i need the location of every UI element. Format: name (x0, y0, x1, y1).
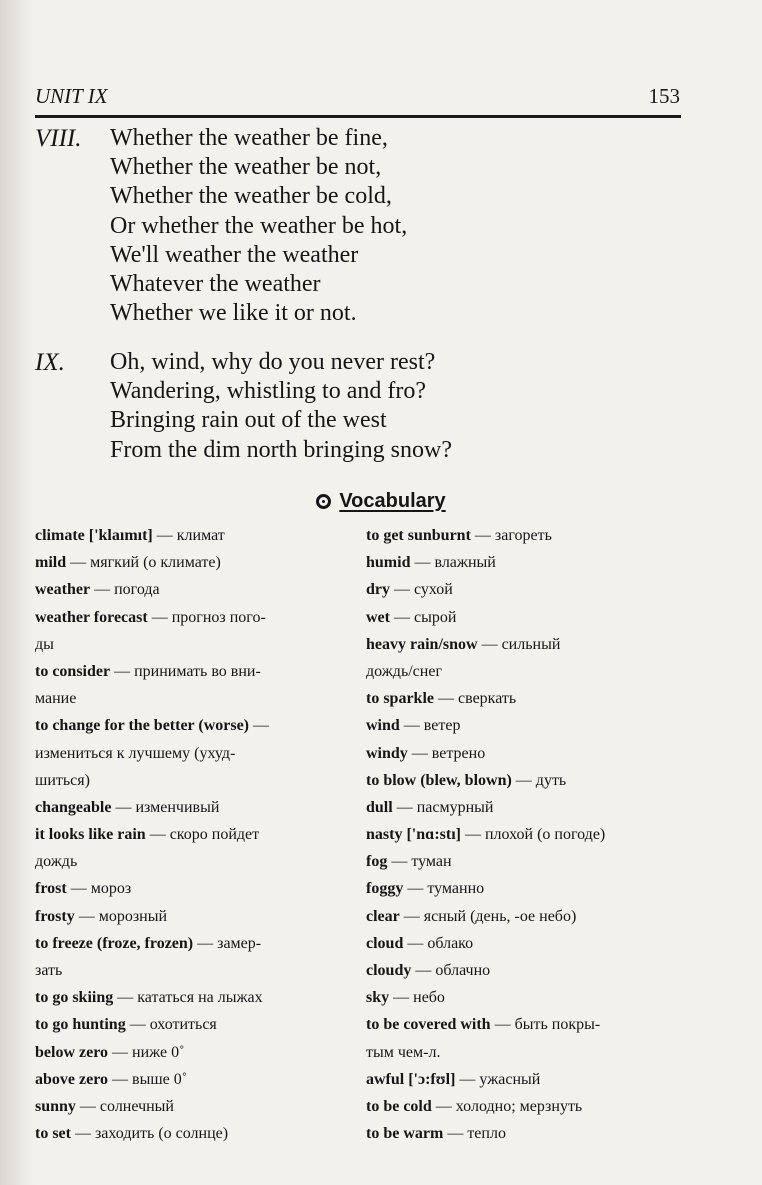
vocabulary-term: wind (366, 717, 400, 735)
vocabulary-translation: — замер- (193, 934, 262, 952)
vocabulary-translation: — быть покры- (490, 1016, 601, 1034)
vocabulary-entry (366, 767, 686, 794)
vocabulary-entry (366, 848, 686, 875)
vocabulary-term: above zero (35, 1070, 109, 1088)
poem-line: From the dim north bringing snow? (110, 436, 452, 463)
vocabulary-translation: ды (35, 635, 54, 653)
vocabulary-entry (366, 903, 686, 930)
vocabulary-translation: — ветер (399, 717, 461, 735)
vocabulary-entry (35, 1011, 357, 1038)
vocabulary-translation: — климат (152, 527, 225, 544)
vocabulary-title: Vocabulary (339, 490, 446, 512)
vocabulary-entry (366, 930, 686, 957)
poem-line: We'll weather the weather (110, 241, 359, 268)
vocabulary-term: foggy (366, 880, 404, 898)
vocabulary-entry (366, 685, 686, 712)
vocabulary-term: mild (35, 554, 67, 572)
vocabulary-entry (35, 685, 357, 712)
vocabulary-translation: — мороз (66, 880, 132, 898)
vocabulary-entry (35, 604, 357, 631)
vocabulary-term: to be covered with (366, 1016, 491, 1034)
vocabulary-entry (35, 984, 357, 1011)
vocabulary-translation: измениться к лучшему (ухуд- (35, 744, 236, 762)
vocabulary-translation: — загореть (470, 527, 552, 544)
vocabulary-translation: — охотиться (125, 1016, 217, 1034)
vocabulary-translation: мание (35, 690, 77, 708)
vocabulary-entry (35, 930, 357, 957)
vocabulary-entry (35, 767, 357, 794)
poem-numeral: VIII. (35, 125, 82, 152)
vocabulary-entry (366, 576, 686, 603)
vocabulary-translation: — изменчивый (111, 798, 220, 816)
vocabulary-entry (35, 658, 357, 685)
poem-line: Bringing rain out of the west (110, 407, 387, 434)
vocabulary-entry (366, 604, 686, 631)
vocabulary-term: frosty (35, 907, 75, 925)
vocabulary-term: to freeze (froze, frozen) (35, 934, 194, 952)
vocabulary-entry (366, 984, 686, 1011)
vocabulary-term: sky (366, 989, 390, 1007)
vocabulary-entry (35, 549, 357, 576)
vocabulary-term: frost (35, 880, 67, 898)
vocabulary-entry (366, 740, 686, 767)
vocabulary-translation: дождь (35, 853, 78, 871)
vocabulary-entry (35, 1120, 357, 1147)
vocabulary-term: windy (366, 744, 408, 762)
vocabulary-translation: шиться) (35, 771, 90, 789)
vocabulary-entry (35, 712, 357, 739)
vocabulary-column-left (35, 522, 357, 1147)
vocabulary-term: cloudy (366, 962, 412, 979)
vocabulary-entry (35, 821, 357, 848)
vocabulary-term: fog (366, 853, 388, 871)
vocabulary-entry (35, 875, 357, 902)
vocabulary-translation: — влажный (410, 554, 496, 572)
running-head (35, 84, 680, 110)
vocabulary-term: cloud (366, 934, 404, 952)
vocabulary-term: dull (366, 798, 393, 816)
header-rule (35, 115, 681, 118)
vocabulary-translation: тым чем-л. (366, 1043, 441, 1061)
vocabulary-entry (366, 1120, 686, 1147)
vocabulary-term: it looks like rain (35, 826, 146, 844)
vocabulary-term: to consider (35, 662, 111, 680)
poem-line: Whether the weather be fine, (110, 125, 388, 151)
vocabulary-translation: зать (35, 962, 63, 979)
vocabulary-translation: — (249, 717, 270, 735)
vocabulary-translation: — ужасный (455, 1070, 541, 1088)
vocabulary-translation: — мягкий (о климате) (66, 554, 221, 572)
vocabulary-term: to blow (blew, blown) (366, 771, 512, 789)
vocabulary-translation: — солнечный (75, 1097, 174, 1115)
vocabulary-translation: — небо (389, 989, 445, 1007)
vocabulary-entry (35, 631, 357, 658)
vocabulary-entry (35, 576, 357, 603)
vocabulary-term: changeable (35, 798, 112, 816)
vocabulary-entry (366, 712, 686, 739)
vocabulary-translation: — ветрено (407, 744, 486, 762)
poem-numeral: IX. (35, 349, 65, 376)
vocabulary-entry (366, 1011, 686, 1038)
vocabulary-term: clear (366, 907, 400, 925)
vocabulary-entry (35, 740, 357, 767)
vocabulary-term: to change for the better (worse) (35, 717, 250, 735)
vocabulary-translation: — заходить (о солнце) (70, 1125, 229, 1143)
page-shadow (0, 0, 34, 1185)
vocabulary-term: sunny (35, 1097, 76, 1115)
poem-line: Whether we like it or not. (110, 300, 357, 327)
vocabulary-entry (366, 658, 686, 685)
vocabulary-entry (366, 794, 686, 821)
vocabulary-term: dry (366, 581, 390, 599)
vocabulary-term: to get sunburnt (366, 527, 471, 544)
poem-line: Oh, wind, why do you never rest? (110, 349, 436, 375)
poem-line: Wandering, whistling to and fro? (110, 378, 426, 405)
vocabulary-entry (366, 631, 686, 658)
vocabulary-term: climate ['klaımıt] (35, 527, 153, 544)
vocabulary-translation: — холодно; мерзнуть (431, 1097, 583, 1115)
vocabulary-entry (35, 957, 357, 984)
vocabulary-term: to set (35, 1125, 71, 1143)
poem-lines (110, 124, 407, 328)
vocabulary-term: wet (366, 608, 390, 626)
vocabulary-translation: — принимать во вни- (110, 662, 261, 680)
vocabulary-term: awful ['ɔ:fʊl] (366, 1070, 456, 1088)
poem-line: Whether the weather be cold, (110, 183, 392, 210)
vocabulary-term: to sparkle (366, 690, 434, 708)
vocabulary-translation: — кататься на лыжах (113, 989, 263, 1007)
vocabulary-entry (366, 821, 686, 848)
vocabulary-term: heavy rain/snow (366, 635, 478, 653)
vocabulary-term: nasty ['nɑ:stı] (366, 826, 461, 844)
vocabulary-term: weather (35, 581, 91, 599)
vocabulary-translation: — выше 0˚ (108, 1070, 188, 1088)
vocabulary-translation: — ясный (день, -ое небо) (399, 907, 577, 925)
poem-line: Or whether the weather be hot, (110, 212, 408, 239)
vocabulary-entry (366, 522, 686, 549)
vocabulary-translation: — дуть (511, 771, 567, 789)
vocabulary-translation: — плохой (о погоде) (460, 826, 606, 844)
vocabulary-translation: — прогноз пого- (147, 608, 266, 626)
vocabulary-entry (366, 875, 686, 902)
unit-label: UNIT IX (35, 84, 108, 108)
vocabulary-term: humid (366, 554, 411, 572)
vocabulary-translation: дождь/снег (366, 662, 443, 680)
vocabulary-term: weather forecast (35, 608, 148, 626)
vocabulary-term: to be warm (366, 1125, 444, 1143)
vocabulary-term: to go skiing (35, 989, 114, 1007)
vocabulary-entry (35, 848, 357, 875)
vocabulary-entry (35, 1039, 357, 1066)
vocabulary-translation: — пасмурный (392, 798, 494, 816)
vocabulary-translation: — сверкать (434, 690, 517, 708)
vocabulary-column-right (366, 522, 686, 1147)
vocabulary-translation: — сухой (390, 581, 453, 599)
vocabulary-entry (366, 1039, 686, 1066)
vocabulary-term: to go hunting (35, 1016, 126, 1034)
vocabulary-heading (0, 490, 762, 515)
vocabulary-entry (35, 903, 357, 930)
vocabulary-translation: — сырой (389, 608, 457, 626)
vocabulary-entry (366, 1066, 686, 1093)
vocabulary-translation: — туман (387, 853, 452, 871)
vocabulary-translation: — погода (90, 581, 160, 599)
vocabulary-entry (35, 1066, 357, 1093)
poem-lines (110, 348, 452, 465)
vocabulary-entry (366, 549, 686, 576)
vocabulary-translation: — облако (403, 934, 474, 952)
vocabulary-translation: — морозный (74, 907, 168, 925)
vocabulary-entry (35, 522, 357, 549)
cd-icon (316, 494, 331, 509)
vocabulary-entry (35, 1093, 357, 1120)
vocabulary-entry (366, 957, 686, 984)
page-number: 153 (648, 84, 680, 108)
vocabulary-translation: — сильный (477, 635, 561, 653)
vocabulary-entry (366, 1093, 686, 1120)
poem-line: Whether the weather be not, (110, 154, 382, 181)
vocabulary-translation: — облачно (411, 962, 491, 979)
vocabulary-term: to be cold (366, 1097, 432, 1115)
vocabulary-term: below zero (35, 1043, 109, 1061)
poem-line: Whatever the weather (110, 270, 321, 297)
vocabulary-translation: — скоро пойдет (145, 826, 260, 844)
vocabulary-translation: — ниже 0˚ (108, 1043, 185, 1061)
vocabulary-translation: — туманно (403, 880, 485, 898)
vocabulary-translation: — тепло (443, 1125, 506, 1143)
vocabulary-entry (35, 794, 357, 821)
